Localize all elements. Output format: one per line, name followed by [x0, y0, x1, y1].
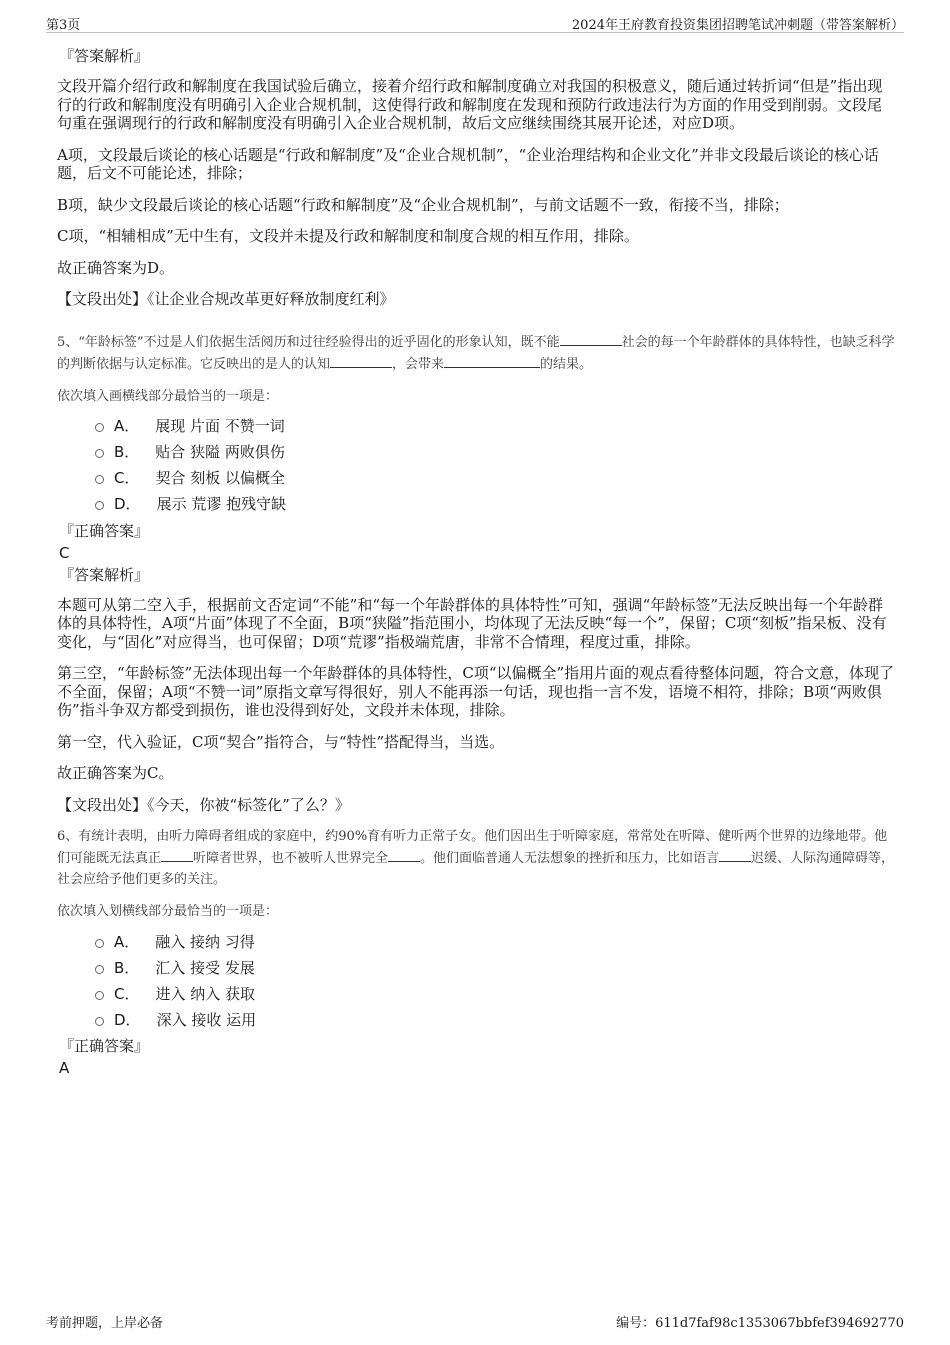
q6-stem: 6、有统计表明，由听力障碍者组成的家庭中，约90%育有听力正常子女。他们因出生于听障家庭，常常处在听障、健听两个世界的边缘地带。他们可能既无法真正 听障者世界，也不被听人世界完全 。他们面临普通人无法想象的挫折和压力，比如语言 迟缓、人际沟通障碍等，社会应给予他们更多的关注。: [57, 829, 895, 887]
radio-icon[interactable]: [95, 939, 104, 948]
radio-icon[interactable]: [95, 475, 104, 484]
q5-correct-label: 『正确答案』: [59, 521, 150, 540]
q6-option-a[interactable]: A． 融入 接纳 习得: [95, 928, 895, 954]
radio-icon[interactable]: [95, 965, 104, 974]
q5-option-b[interactable]: B． 贴合 狭隘 两败俱伤: [95, 439, 895, 465]
q6-blank-1: [161, 847, 193, 862]
q5-option-d[interactable]: D． 展示 荒谬 抱残守缺: [95, 491, 895, 517]
radio-icon[interactable]: [95, 501, 104, 510]
q4-analysis-label: 『答案解析』: [59, 47, 150, 65]
q6-blank-3: [719, 847, 751, 862]
q5-correct-answer: C: [59, 543, 70, 562]
q5-analysis-paragraph: 本题可从第二空入手，根据前文否定词“不能”和“每一个年龄群体的具体特性”可知，强调“年龄标签”无法反映出每一个年龄群体的具体特性，A项“片面”体现了不全面，B项“狭隘”指范围小，均体现了无法反映“每一个”，保留；C项“刻板”指呆板、没有变化，与“固化”对应得当，也可保留；D项“荒谬”指极端荒唐，非常不合情理，程度过重，排除。: [57, 595, 887, 651]
q4-source: 【文段出处】《让企业合规改革更好释放制度红利》: [57, 290, 395, 308]
document-id: 编号：611d7faf98c1353067bbfef394692770: [616, 1316, 904, 1331]
document-title: 2024年王府教育投资集团招聘笔试冲刺题（带答案解析）: [571, 18, 904, 33]
q5-stem: 5、“年龄标签”不过是人们依据生活阅历和过往经验得出的近乎固化的形象认知，既不能 社会的每一个年龄群体的具体特性，也缺乏科学的判断依据与认定标准。它反映出的是人的认知 ，会带来 的结果。: [57, 331, 895, 375]
page-number: 第3页: [46, 18, 81, 33]
q6-correct-label: 『正确答案』: [59, 1037, 150, 1055]
q4-analysis-paragraph: C项，“相辅相成”无中生有，文段并未提及行政和解制度和制度合规的相互作用，排除。: [57, 227, 639, 245]
q5-analysis-paragraph: 第一空，代入验证，C项“契合”指符合，与“特性”搭配得当，当选。: [57, 732, 505, 751]
q6-option-c[interactable]: C． 进入 纳入 获取: [95, 980, 895, 1006]
q6-blank-2: [388, 847, 420, 862]
footer-slogan: 考前押题，上岸必备: [46, 1316, 164, 1331]
q6-correct-answer: A: [59, 1059, 70, 1077]
q5-instruction: 依次填入画横线部分最恰当的一项是：: [57, 388, 279, 404]
page-content: [57, 46, 895, 1080]
q4-analysis-paragraph: A项，文段最后谈论的核心话题是“行政和解制度”及“企业合规机制”，“企业治理结构和企业文化”并非文段最后谈论的核心话题，后文不可能论述，排除；: [57, 145, 879, 182]
q5-option-c[interactable]: C． 契合 刻板 以偏概全: [95, 465, 895, 491]
q5-option-a[interactable]: A． 展现 片面 不赞一词: [95, 413, 895, 439]
q4-analysis-paragraph: 文段开篇介绍行政和解制度在我国试验后确立，接着介绍行政和解制度确立对我国的积极意义，随后通过转折词“但是”指出现行的行政和解制度没有明确引入企业合规机制，这使得行政和解制度在发现和预防行政违法行为方面的作用受到削弱。文段尾句重在强调现行的行政和解制度没有明确引入企业合规机制，故后文应继续围绕其展开论述，对应D项。: [57, 77, 883, 132]
q6-instruction: 依次填入划横线部分最恰当的一项是：: [57, 904, 279, 919]
radio-icon[interactable]: [95, 423, 104, 432]
radio-icon[interactable]: [95, 449, 104, 458]
q4-answer-statement: 故正确答案为D。: [57, 258, 175, 277]
q5-source: 【文段出处】《今天，你被“标签化”了么？》: [57, 795, 350, 814]
q5-blank-3: [444, 353, 540, 368]
q6-option-d[interactable]: D． 深入 接收 运用: [95, 1006, 895, 1032]
radio-icon[interactable]: [95, 991, 104, 1000]
q6-option-b[interactable]: B． 汇入 接受 发展: [95, 954, 895, 980]
q5-analysis-paragraph: 第三空，“年龄标签”无法体现出每一个年龄群体的具体特性，C项“以偏概全”指用片面的观点看待整体问题，符合文意，体现了不全面，保留；A项“不赞一词”原指文章写得很好，别人不能再添一句话，现也指一言不发，语境不相符，排除；B项“两败俱伤”指斗争双方都受到损伤，谁也没得到好处，文段并未体现，排除。: [57, 664, 895, 719]
q4-analysis-paragraph: B项，缺少文段最后谈论的核心话题“行政和解制度”及“企业合规机制”，与前文话题不一致，衔接不当，排除；: [57, 195, 789, 214]
page-header: [46, 12, 904, 33]
q5-analysis-label: 『答案解析』: [59, 565, 150, 584]
q5-blank-1: [560, 331, 622, 346]
q5-answer-statement: 故正确答案为C。: [57, 764, 174, 782]
q5-blank-2: [330, 353, 392, 368]
radio-icon[interactable]: [95, 1017, 104, 1026]
q5-options: [95, 413, 895, 517]
q6-options: [95, 928, 895, 1032]
